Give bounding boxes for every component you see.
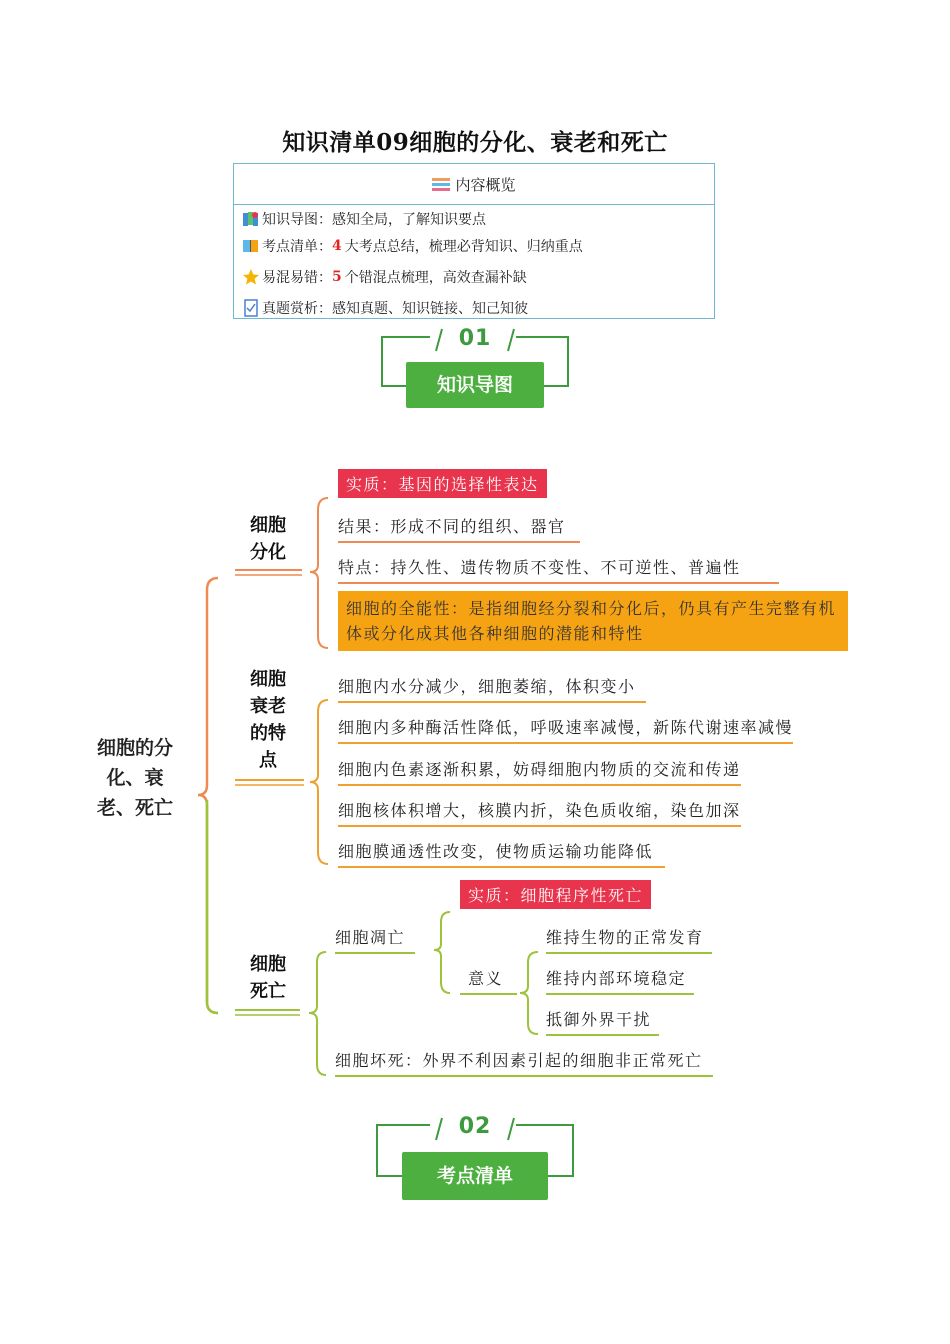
node-differentiation-result: 结果：形成不同的组织、器官: [338, 514, 580, 543]
overview-text: 个错混点梳理，高效查漏补缺: [344, 270, 527, 286]
overview-text: 感知真题、知识链接、知己知彼: [332, 301, 528, 317]
node-differentiation-essence: 实质：基因的选择性表达: [338, 469, 547, 498]
node-necrosis: 细胞坏死：外界不利因素引起的细胞非正常死亡: [335, 1048, 713, 1077]
node-significance-item: 维持内部环境稳定: [546, 966, 694, 995]
section-tab-keypoints: 考点清单: [402, 1152, 548, 1200]
node-significance: 意义: [460, 966, 517, 995]
branch-aging: 细胞衰老的特点: [250, 669, 286, 771]
overview-label: 易混易错：: [262, 270, 332, 286]
overview-text: 大考点总结，梳理必背知识、归纳重点: [344, 239, 583, 255]
node-significance-item: 维持生物的正常发育: [546, 925, 712, 954]
branch-differentiation: 细胞分化: [250, 515, 286, 563]
section-number: 01: [458, 326, 492, 351]
overview-label: 真题赏析：: [262, 301, 332, 317]
node-apoptosis: 细胞凋亡: [335, 925, 415, 954]
overview-count: 4: [332, 238, 342, 254]
node-aging-item: 细胞内色素逐渐积累，妨碍细胞内物质的交流和传递: [338, 757, 741, 786]
overview-label: 考点清单：: [262, 239, 332, 255]
node-aging-item: 细胞内水分减少，细胞萎缩，体积变小: [338, 674, 646, 703]
overview-label: 知识导图：: [262, 212, 332, 228]
node-differentiation-features: 特点：持久性、遗传物质不变性、不可逆性、普遍性: [338, 555, 779, 584]
node-aging-item: 细胞内多种酶活性降低，呼吸速率减慢，新陈代谢速率减慢: [338, 715, 793, 744]
node-totipotency: 细胞的全能性：是指细胞经分裂和分化后，仍具有产生完整有机体或分化成其他各种细胞的潜能和特性: [338, 591, 848, 651]
mindmap-root: 细胞的分化、衰老、死亡: [96, 737, 173, 819]
section-tab-mindmap: 知识导图: [406, 362, 544, 408]
overview-count: 5: [332, 269, 342, 285]
node-aging-item: 细胞膜通透性改变，使物质运输功能降低: [338, 839, 665, 868]
node-significance-item: 抵御外界干扰: [546, 1007, 659, 1036]
page-title: 知识清单09细胞的分化、衰老和死亡: [282, 129, 668, 156]
section-number: 02: [458, 1114, 492, 1139]
overview-text: 感知全局，了解知识要点: [332, 212, 486, 228]
overview-heading: 内容概览: [455, 175, 516, 194]
node-aging-item: 细胞核体积增大，核膜内折，染色质收缩，染色加深: [338, 798, 741, 827]
node-apoptosis-essence: 实质：细胞程序性死亡: [460, 880, 651, 909]
branch-death: 细胞死亡: [250, 954, 286, 1002]
